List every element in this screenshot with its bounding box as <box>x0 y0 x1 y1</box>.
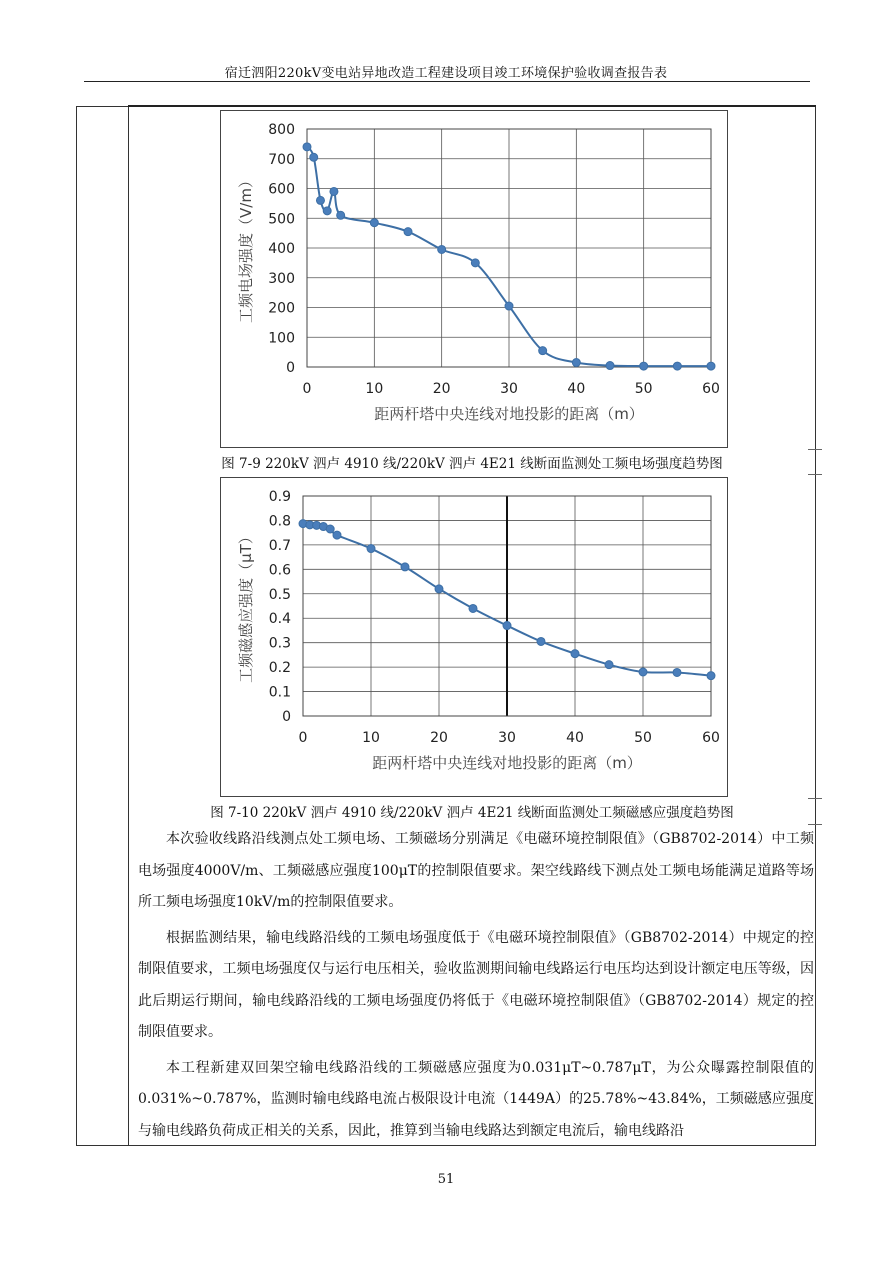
data-point <box>503 622 511 630</box>
x-tick-label: 50 <box>634 381 653 397</box>
data-point <box>471 259 479 267</box>
data-point <box>539 347 547 355</box>
data-point <box>323 207 331 215</box>
data-point <box>330 187 338 195</box>
y-tick-label: 0.3 <box>268 635 291 652</box>
header-rule <box>84 81 810 82</box>
x-tick-label: 40 <box>567 381 586 397</box>
y-tick-label: 200 <box>268 300 295 317</box>
figure-caption-7-9: 图 7-9 220kV 泗卢 4910 线/220kV 泗卢 4E21 线断面监测处工频电场强度趋势图 <box>221 456 723 472</box>
x-tick-label: 0 <box>298 730 308 746</box>
data-point <box>707 362 715 370</box>
electric-field-chart-svg <box>221 111 729 449</box>
edge-tick <box>808 474 822 475</box>
data-point <box>326 525 334 533</box>
x-tick-label: 60 <box>702 381 720 397</box>
y-tick-label: 700 <box>268 151 295 168</box>
y-tick-label: 0 <box>282 709 291 725</box>
y-tick-label: 0.7 <box>268 537 291 554</box>
x-tick-label: 60 <box>702 730 720 746</box>
x-tick-label: 50 <box>634 730 652 746</box>
paragraph-1: 本次验收线路沿线测点处工频电场、工频磁场分别满足《电磁环境控制限值》（GB8702-2014）中工频电场强度4000V/m、工频磁感应强度100μT的控制限值要求。架空线路线下测点处工频电场能满足道路等场所工频电场强度10kV/m的控制限值要求。 <box>138 831 814 910</box>
data-point <box>469 604 477 612</box>
y-axis-title: 工频电场强度（V/m） <box>237 173 255 323</box>
data-point <box>435 585 443 593</box>
data-point <box>337 211 345 219</box>
data-point <box>571 650 579 658</box>
magnetic-field-chart-svg <box>221 478 729 798</box>
y-tick-label: 0 <box>286 360 295 376</box>
data-point <box>606 362 614 370</box>
data-point <box>370 219 378 227</box>
x-tick-label: 30 <box>500 381 518 397</box>
data-point <box>303 143 311 151</box>
data-point <box>333 531 341 539</box>
x-tick-label: 10 <box>362 730 380 746</box>
x-tick-label: 20 <box>432 381 451 397</box>
x-tick-label: 0 <box>302 381 312 397</box>
y-tick-label: 800 <box>268 122 295 138</box>
y-axis-title: 工频磁感应强度（μT） <box>237 529 255 683</box>
data-point <box>438 245 446 253</box>
edge-tick <box>808 449 822 450</box>
body-text <box>138 824 814 1147</box>
data-point <box>707 672 715 680</box>
y-tick-label: 0.2 <box>268 660 291 677</box>
data-point <box>605 661 613 669</box>
magnetic-field-chart <box>220 477 728 797</box>
data-point <box>639 668 647 676</box>
data-point <box>505 302 513 310</box>
paragraph-3: 本工程新建双回架空输电线路沿线的工频磁感应强度为0.031μT~0.787μT，为公众曝露控制限值的0.031%~0.787%，监测时输电线路电流占极限设计电流（1449A）的25.78%~43.84%，工频磁感应强度与输电线路负荷成正相关的关系，因此，推算到当输电线路达到额定电流后，输电线路沿 <box>138 1059 814 1139</box>
y-tick-label: 0.1 <box>268 684 291 701</box>
y-tick-label: 100 <box>268 330 295 347</box>
table-top-border <box>128 105 816 107</box>
table-column-divider <box>128 106 129 1146</box>
data-point <box>401 563 409 571</box>
y-tick-label: 400 <box>268 241 295 257</box>
data-point <box>572 359 580 367</box>
page-header-title: 宿迁泗阳220kV变电站异地改造工程建设项目竣工环境保护验收调查报告表 <box>224 66 668 81</box>
data-point <box>673 668 681 676</box>
y-tick-label: 500 <box>268 211 295 228</box>
y-tick-label: 0.9 <box>268 489 291 505</box>
y-tick-label: 300 <box>268 270 295 287</box>
figure-caption-7-10: 图 7-10 220kV 泗卢 4910 线/220kV 泗卢 4E21 线断面监测处工频磁感应强度趋势图 <box>210 805 734 821</box>
data-point <box>404 228 412 236</box>
data-point <box>537 637 545 645</box>
y-tick-label: 0.5 <box>268 586 291 603</box>
data-point <box>310 153 318 161</box>
data-point <box>367 545 375 553</box>
data-point <box>673 362 681 370</box>
y-tick-label: 600 <box>268 181 295 198</box>
data-point <box>316 196 324 204</box>
page-number: 51 <box>437 1172 455 1187</box>
y-tick-label: 0.8 <box>268 513 291 530</box>
electric-field-chart <box>220 110 728 448</box>
edge-tick <box>808 798 822 799</box>
x-axis-title: 距两杆塔中央连线对地投影的距离（m） <box>372 754 642 772</box>
y-tick-label: 0.6 <box>268 562 291 579</box>
x-tick-label: 40 <box>566 730 584 746</box>
x-tick-label: 30 <box>498 730 516 746</box>
x-axis-title: 距两杆塔中央连线对地投影的距离（m） <box>374 405 644 423</box>
paragraph-2: 根据监测结果，输电线路沿线的工频电场强度低于《电磁环境控制限值》（GB8702-2014）中规定的控制限值要求，工频电场强度仅与运行电压相关，验收监测期间输电线路运行电压均达到设计额定电压等级，因此后期运行期间，输电线路沿线的工频电场强度仍将低于《电磁环境控制限值》（GB8702-2014）规定的控制限值要求。 <box>138 929 814 1040</box>
y-tick-label: 0.4 <box>268 611 291 628</box>
x-tick-label: 20 <box>430 730 448 746</box>
data-point <box>640 362 648 370</box>
x-tick-label: 10 <box>365 381 384 397</box>
